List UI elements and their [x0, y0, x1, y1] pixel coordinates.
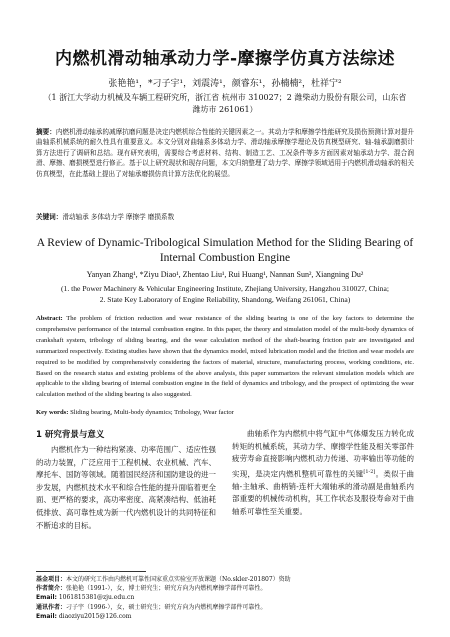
footnote-email-2: [36, 612, 414, 621]
body-paragraph: [232, 428, 414, 519]
section-heading: 1 研究背景与意义: [36, 430, 105, 440]
footnote-fund: [36, 575, 414, 584]
footnote-fund-label: 基金项目：: [36, 576, 67, 583]
footnotes: [36, 575, 414, 621]
footnote-email-1: [36, 593, 414, 602]
author-list-en: Yanyan Zhang¹, *Ziyu Diao¹, Zhentao Liu¹, Rui Huang¹, Nannan Sun², Xiangning Du²: [86, 270, 364, 279]
keywords-cn-label: 关键词：: [36, 213, 63, 221]
footnote-author-label: 作者简介：: [36, 585, 67, 593]
keywords-cn-text: 滑动轴承 多体动力学 摩擦学 磨损系数: [62, 213, 175, 221]
footnote-author: [36, 584, 414, 593]
footnote-corr-label: 通讯作者：: [36, 603, 67, 611]
keywords-cn: [36, 212, 414, 222]
body-paragraph: 内燃机作为一种结构紧凑、功率范围广、适应性强的动力装置，广泛应用于工程机械、农业机械、汽车、摩托车、国防等领域。随着国民经济和国防建设的进一步发展，内燃机技术水平和综合性能的提升面临着更全面、更严格的要求，高功率密度、高紧凑结构、低油耗低排放、高可靠性成为新一代内燃机设计的共同特征和不断追求的目标。: [36, 445, 216, 530]
footnote-corresponding: [36, 603, 414, 612]
abstract-cn: [36, 127, 414, 179]
paper-title-en: A Review of Dynamic-Tribological Simulation Method for the Sliding Bearing of Internal Combustion Engine: [36, 237, 414, 264]
body-column-right: [232, 428, 414, 519]
abstract-en: [36, 314, 414, 401]
abstract-en-text: The problem of friction reduction and wear resistance of the sliding bearing is one of the key factors to determine the comprehensive performance of the internal combustion engine. In this paper, the theory and simulation model of the multi-body dynamics of crankshaft system, tribology of sliding bearing, and the wear calculation method of the shaft-bearing friction pair are investigated and summarized respectively. Existing studies have shown that the dynamics model, mixed lubrication model and the friction and wear models are required to be modified by comprehensively considering the factors of material, structure, manufacturing process, working conditions, etc. Based on the research status and existing problems of the above analysis, this paper summarizes the relevant simulation models which are applicable to the sliding bearing of internal combustion engine in the field of dynamics and tribology, and the prospect of optimizing the wear calculation method of the sliding bearing is also suggested.: [36, 315, 414, 399]
keywords-en: [36, 409, 414, 416]
footnote-corr-text: 刁子宇（1996-），女，硕士研究生；研究方向为内燃机摩擦学部件可靠性。: [66, 603, 267, 611]
body-text-b: 。类似于曲轴-主轴承、曲柄销-连杆大端轴承的滑动副是曲轴系内部重要的机械传动机构，其工作状态及服役寿命对于曲轴系可靠性至关重要。: [232, 469, 415, 517]
author-list-cn: 张艳艳¹，*刁子宇¹，刘震涛¹，颜睿东¹，孙楠楠²，杜祥宁²: [108, 79, 342, 89]
body-column-left: [36, 428, 216, 532]
footnote-email-label: Email:: [36, 612, 57, 620]
footnote-fund-text: 本文的研究工作由内燃机可靠性国家重点实验室开放课题（No.skler-201807）资助: [66, 576, 291, 583]
footnote-email-label: Email:: [36, 594, 57, 602]
abstract-cn-text: 内燃机滑动轴承的减摩抗磨问题是决定内燃机综合性能的关键因素之一。其动力学和摩擦学性能研究及损伤预测计算对提升曲轴系机械系统的耐久性具有重要意义。本文分别对曲轴系多体动力学、滑动轴承摩擦学理论及仿真模型研究、轴-轴承副磨损计算方法进行了调研和总结。现有研究表明，需要综合考虑材料、结构、制造工艺、工况条件等多方面因素对轴承动力学、混合润滑、摩擦、磨损模型进行修正。基于以上研究现状和现存问题，本文归纳整理了动力学、摩擦学领域适用于内燃机滑动轴承的相关仿真模型，在此基础上提出了对轴承磨损仿真计算方法优化的展望。: [36, 128, 415, 178]
abstract-en-label: Abstract:: [36, 315, 63, 322]
abstract-cn-label: 摘要：: [36, 128, 56, 136]
affiliation-en-line-2: 2. State Key Laboratory of Engine Reliability, Shandong, Weifang 261061, China): [99, 295, 351, 304]
keywords-en-label: Key words:: [36, 409, 69, 416]
body-text-a: 曲轴系作为内燃机中将气缸中气体爆发压力转化成转矩的机械系统，其动力学、摩擦学性能及相关零部件疲劳寿命直接影响内燃机动力传递、功率输出等功能的实现，是决定内燃机整机可靠性的关键: [232, 429, 414, 479]
email-address[interactable]: 1061815381@zju.edu.cn: [58, 594, 135, 602]
affiliation-en: [30, 283, 420, 305]
email-address[interactable]: diaoziyu2015@126.com: [58, 612, 132, 620]
paper-title-cn: 内燃机滑动轴承动力学-摩擦学仿真方法综述: [54, 49, 396, 69]
affiliation-cn: （1 浙江大学动力机械及车辆工程研究所，浙江省 杭州市 310027；2 潍柴动力股份有限公司，山东省潍坊市 261061）: [43, 93, 407, 114]
affiliation-en-line-1: (1. the Power Machinery & Vehicular Engineering Institute, Zhejiang University, Hangzhou 310027, China;: [61, 284, 389, 293]
citation-ref: [1-2]: [363, 468, 376, 475]
footnote-divider: [36, 571, 146, 572]
keywords-en-text: Sliding bearing, Multi-body dynamics; Tribology, Wear factor: [70, 409, 234, 416]
footnote-author-text: 张艳艳（1991-），女，博士研究生；研究方向为内燃机摩擦学部件可靠性。: [66, 585, 267, 593]
